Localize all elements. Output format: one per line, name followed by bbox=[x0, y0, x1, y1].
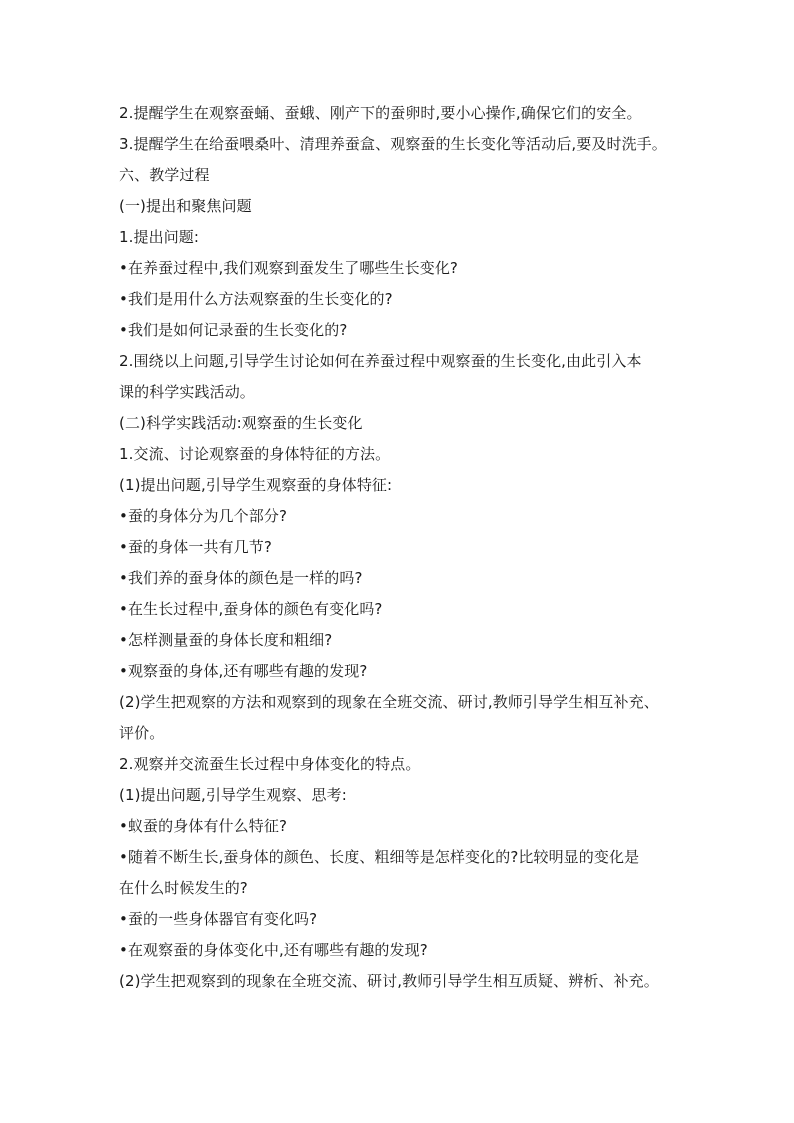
text-line: (1)提出问题,引导学生观察、思考: bbox=[119, 786, 347, 804]
text-line: 1.交流、讨论观察蚕的身体特征的方法。 bbox=[119, 445, 391, 463]
bullet-item: •怎样测量蚕的身体长度和粗细? bbox=[119, 631, 333, 649]
bullet-item: •蚕的一些身体器官有变化吗? bbox=[119, 910, 318, 928]
text-line: 课的科学实践活动。 bbox=[119, 383, 255, 401]
text-line: (2)学生把观察的方法和观察到的现象在全班交流、研讨,教师引导学生相互补充、 bbox=[119, 693, 659, 711]
text-line: 3.提醒学生在给蚕喂桑叶、清理养蚕盒、观察蚕的生长变化等活动后,要及时洗手。 bbox=[119, 135, 667, 153]
text-line: 2.观察并交流蚕生长过程中身体变化的特点。 bbox=[119, 755, 421, 773]
text-line: (1)提出问题,引导学生观察蚕的身体特征: bbox=[119, 476, 393, 494]
bullet-item: •在生长过程中,蚕身体的颜色有变化吗? bbox=[119, 600, 383, 618]
bullet-item: •蚕的身体一共有几节? bbox=[119, 538, 272, 556]
bullet-item: •我们是用什么方法观察蚕的生长变化的? bbox=[119, 290, 393, 308]
bullet-item: •我们养的蚕身体的颜色是一样的吗? bbox=[119, 569, 363, 587]
text-line: (2)学生把观察到的现象在全班交流、研讨,教师引导学生相互质疑、辨析、补充。 bbox=[119, 972, 659, 990]
document-body bbox=[119, 98, 684, 997]
text-line: 2.围绕以上问题,引导学生讨论如何在养蚕过程中观察蚕的生长变化,由此引入本 bbox=[119, 352, 642, 370]
bullet-item: •在观察蚕的身体变化中,还有哪些有趣的发现? bbox=[119, 941, 428, 959]
bullet-item: •我们是如何记录蚕的生长变化的? bbox=[119, 321, 348, 339]
bullet-item: •随着不断生长,蚕身体的颜色、长度、粗细等是怎样变化的?比较明显的变化是 bbox=[119, 848, 640, 866]
text-line: 2.提醒学生在观察蚕蛹、蚕蛾、刚产下的蚕卵时,要小心操作,确保它们的安全。 bbox=[119, 104, 642, 122]
subsection-heading: (二)科学实践活动:观察蚕的生长变化 bbox=[119, 414, 363, 432]
section-heading: 六、教学过程 bbox=[119, 166, 210, 184]
text-line: 在什么时候发生的? bbox=[119, 879, 248, 897]
text-line: 1.提出问题: bbox=[119, 228, 200, 246]
subsection-heading: (一)提出和聚焦问题 bbox=[119, 197, 252, 215]
bullet-item: •蚁蚕的身体有什么特征? bbox=[119, 817, 288, 835]
text-line: 评价。 bbox=[119, 724, 165, 742]
bullet-item: •在养蚕过程中,我们观察到蚕发生了哪些生长变化? bbox=[119, 259, 458, 277]
bullet-item: •蚕的身体分为几个部分? bbox=[119, 507, 288, 525]
bullet-item: •观察蚕的身体,还有哪些有趣的发现? bbox=[119, 662, 368, 680]
